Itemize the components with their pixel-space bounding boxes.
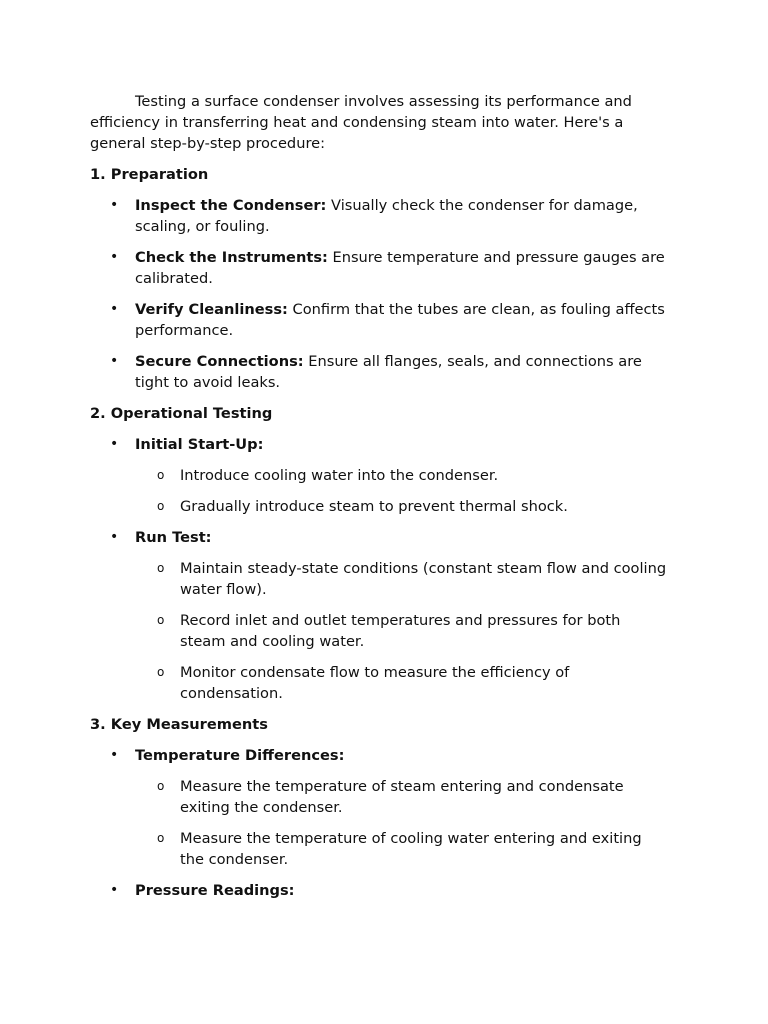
bullet-icon: •: [110, 747, 119, 763]
item-text: Confirm that the tubes are clean, as fouling affects performance.: [135, 301, 665, 339]
list-item: [90, 195, 670, 237]
bullet-icon: •: [110, 249, 119, 265]
sub-item-text: Gradually introduce steam to prevent thermal shock.: [180, 498, 568, 515]
list-item: [90, 351, 670, 393]
item-term: Verify Cleanliness:: [135, 301, 288, 318]
sub-item-text: Monitor condensate flow to measure the efficiency of condensation.: [180, 664, 570, 702]
sub-list: [135, 465, 670, 517]
item-text: Ensure all flanges, seals, and connections are tight to avoid leaks.: [135, 353, 642, 391]
item-text: Ensure temperature and pressure gauges are calibrated.: [135, 249, 665, 287]
item-term: Check the Instruments:: [135, 249, 328, 266]
bullet-icon: •: [110, 436, 119, 452]
section-heading: 3. Key Measurements: [90, 716, 268, 733]
list-item: [90, 745, 670, 870]
sub-list-item: [135, 465, 670, 486]
sub-item-text: Record inlet and outlet temperatures and pressures for both steam and cooling water.: [180, 612, 621, 650]
item-term: Pressure Readings:: [135, 882, 295, 899]
sub-list-item: [135, 496, 670, 517]
sub-list-item: [135, 776, 670, 818]
circle-bullet-icon: o: [157, 613, 165, 627]
sections-container: [90, 164, 670, 901]
bullet-list: [90, 745, 670, 901]
circle-bullet-icon: o: [157, 561, 165, 575]
sub-list-item: [135, 558, 670, 600]
document-page: [90, 91, 670, 911]
section-heading: 2. Operational Testing: [90, 405, 273, 422]
sub-list: [135, 558, 670, 704]
list-item: [90, 247, 670, 289]
item-term: Temperature Differences:: [135, 747, 345, 764]
circle-bullet-icon: o: [157, 779, 165, 793]
sub-list-item: [135, 610, 670, 652]
sub-item-text: Maintain steady-state conditions (constant steam flow and cooling water flow).: [180, 560, 667, 598]
bullet-icon: •: [110, 353, 119, 369]
circle-bullet-icon: o: [157, 499, 165, 513]
bullet-list: [90, 434, 670, 704]
circle-bullet-icon: o: [157, 665, 165, 679]
list-item: [90, 527, 670, 704]
bullet-icon: •: [110, 529, 119, 545]
sub-list-item: [135, 828, 670, 870]
section-heading: 1. Preparation: [90, 166, 209, 183]
intro-paragraph: Testing a surface condenser involves assessing its performance and efficiency in transferring heat and condensing steam into water. Here's a general step-by-step procedure:: [90, 93, 632, 152]
item-term: Run Test:: [135, 529, 212, 546]
sub-item-text: Measure the temperature of steam entering and condensate exiting the condenser.: [180, 778, 624, 816]
item-term: Initial Start-Up:: [135, 436, 264, 453]
list-item: [90, 299, 670, 341]
sub-item-text: Measure the temperature of cooling water entering and exiting the condenser.: [180, 830, 642, 868]
bullet-icon: •: [110, 882, 119, 898]
bullet-list: [90, 195, 670, 393]
circle-bullet-icon: o: [157, 468, 165, 482]
bullet-icon: •: [110, 301, 119, 317]
item-term: Secure Connections:: [135, 353, 304, 370]
sub-list-item: [135, 662, 670, 704]
item-text: Visually check the condenser for damage, scaling, or fouling.: [135, 197, 638, 235]
circle-bullet-icon: o: [157, 831, 165, 845]
bullet-icon: •: [110, 197, 119, 213]
sub-list: [135, 776, 670, 870]
item-term: Inspect the Condenser:: [135, 197, 327, 214]
sub-item-text: Introduce cooling water into the condenser.: [180, 467, 499, 484]
list-item: [90, 434, 670, 517]
list-item: [90, 880, 670, 901]
